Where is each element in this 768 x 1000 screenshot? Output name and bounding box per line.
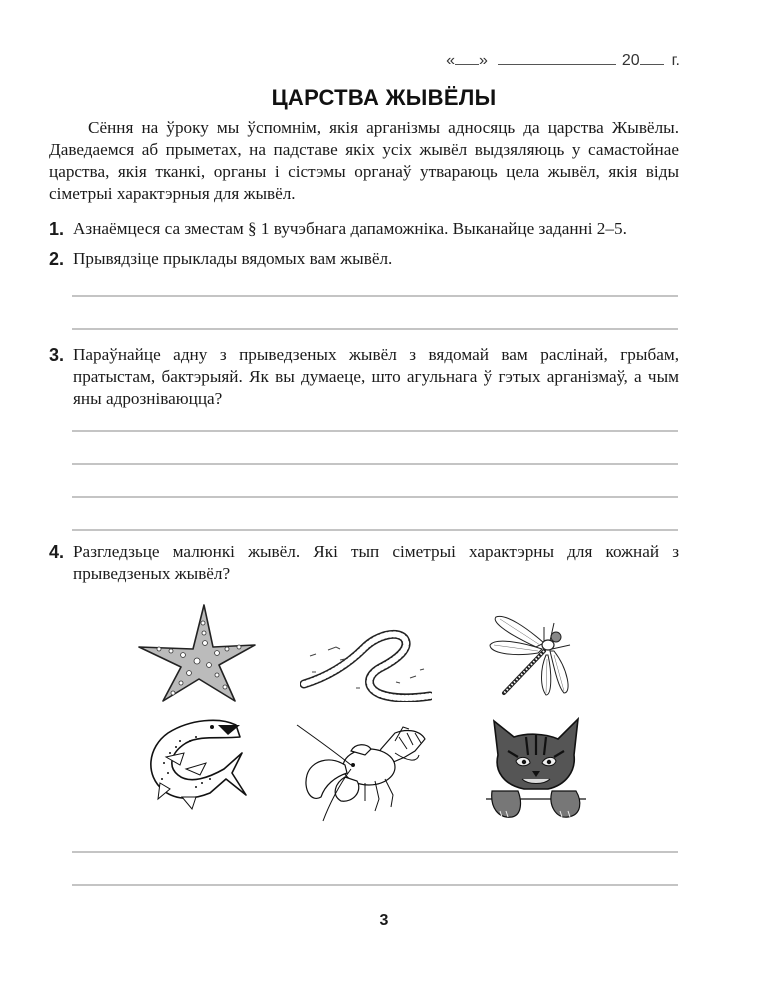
task-number: 4.	[49, 542, 65, 562]
task-number: 3.	[49, 345, 65, 365]
crayfish-illustration	[295, 715, 435, 825]
answer-line[interactable]	[72, 430, 678, 432]
answer-line[interactable]	[72, 496, 678, 498]
year-blank[interactable]	[640, 50, 664, 65]
task-number: 2.	[49, 249, 65, 269]
month-blank[interactable]	[498, 50, 616, 65]
date-field	[446, 50, 680, 70]
answer-line[interactable]	[72, 529, 678, 531]
task-text: Параўнайце адну з прыведзеных жывёл з вядомай вам раслінай, грыбам, пратыстам, бактэрыяй. Як вы думаеце, што агульнага ў гэтых арганізмаў, а чым яны адрозніваюцца?	[73, 345, 679, 408]
answer-line[interactable]	[72, 884, 678, 886]
task-1	[49, 218, 679, 240]
date-open-quote: «	[446, 52, 455, 69]
task-3	[49, 344, 679, 410]
answer-line[interactable]	[72, 463, 678, 465]
page-number: 3	[379, 912, 389, 929]
pike-fish-illustration	[140, 713, 250, 819]
year-suffix: г.	[671, 52, 680, 69]
kitten-illustration	[486, 711, 586, 823]
starfish-illustration	[137, 603, 257, 703]
date-close-quote: »	[478, 52, 488, 69]
answer-line[interactable]	[72, 295, 678, 297]
page-title: ЦАРСТВА ЖЫВЁЛЫ	[271, 85, 497, 110]
task-text: Прывядзіце прыклады вядомых вам жывёл.	[73, 249, 393, 268]
task-2	[49, 248, 679, 270]
intro-paragraph: Сёння на ўроку мы ўспомнім, якія арганізмы адносяць да царства Жывёлы. Даведаемся аб прыметах, на падставе якіх усіх жывёл выдзяляюць у самастойнае царства, якія тканкі, органы і сістэмы органаў утвараюць цела жывёл, якія віды сіметрыі характэрныя для жывёл.	[49, 118, 679, 203]
answer-line[interactable]	[72, 328, 678, 330]
year-prefix: 20	[621, 52, 640, 69]
task-number: 1.	[49, 219, 65, 239]
earthworm-illustration	[300, 626, 432, 702]
day-blank[interactable]	[455, 50, 479, 65]
dragonfly-illustration	[484, 607, 584, 699]
task-text: Азнаёмцеся са зместам § 1 вучэбнага дапаможніка. Выканайце заданні 2–5.	[73, 219, 627, 238]
task-text: Разгледзьце малюнкі жывёл. Які тып сіметрыі характэрны для кожнай з прыведзеных жывёл?	[73, 542, 679, 583]
answer-line[interactable]	[72, 851, 678, 853]
task-4	[49, 541, 679, 585]
